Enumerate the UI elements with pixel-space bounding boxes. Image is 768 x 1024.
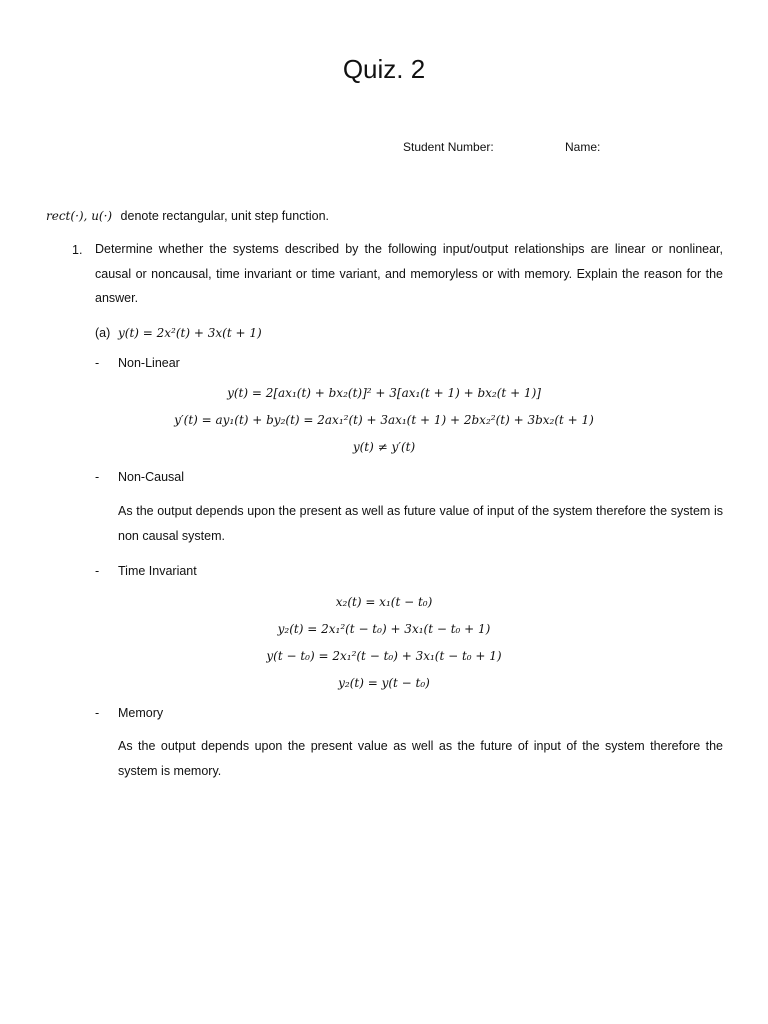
- equation: y₂(t) = y(t − t₀): [338, 676, 430, 690]
- part-a-label: (a): [95, 326, 111, 340]
- equation: y(t) = 2[ax₁(t) + bx₂(t)]² + 3[ax₁(t + 1) + bx₂(t + 1)]: [227, 386, 541, 400]
- intro-text: denote rectangular, unit step function.: [120, 209, 330, 223]
- part-a-equation: y(t) = 2x²(t) + 3x(t + 1): [118, 326, 262, 340]
- intro-line: [46, 207, 329, 225]
- question-text: Determine whether the systems described by the following input/output relationships are linear or nonlinear, causal or noncausal, time invariant or time variant, and memoryless or with memory. Explain the reason for the answer.: [95, 242, 723, 305]
- section-text-memory: As the output depends upon the present value as well as the future of input of the system therefore the system is memory.: [118, 739, 723, 778]
- bullet-dash: -: [95, 356, 100, 370]
- section-heading-memory: Memory: [118, 706, 164, 720]
- equation: y(t) ≠ y′(t): [352, 440, 416, 454]
- bullet-dash: -: [95, 470, 100, 484]
- equation: x₂(t) = x₁(t − t₀): [335, 595, 433, 609]
- section-text-non-causal: As the output depends upon the present as well as future value of input of the system therefore the system is non causal system.: [118, 504, 723, 543]
- intro-functions: rect(·), u(·): [46, 209, 113, 223]
- equation: y₂(t) = 2x₁²(t − t₀) + 3x₁(t − t₀ + 1): [277, 622, 491, 636]
- bullet-dash: -: [95, 706, 100, 720]
- equation: y(t − t₀) = 2x₁²(t − t₀) + 3x₁(t − t₀ + 1): [266, 649, 502, 663]
- question-number: 1.: [72, 243, 83, 257]
- section-heading-non-linear: Non-Linear: [118, 356, 180, 370]
- equation: y′(t) = ay₁(t) + by₂(t) = 2ax₁²(t) + 3ax₁(t + 1) + 2bx₂²(t) + 3bx₂(t + 1): [174, 413, 594, 427]
- bullet-dash: -: [95, 564, 100, 578]
- quiz-title: Quiz. 2: [342, 54, 426, 84]
- student-number-label: Student Number:: [403, 140, 494, 154]
- section-heading-time-invariant: Time Invariant: [118, 564, 197, 578]
- name-label: Name:: [565, 140, 601, 154]
- section-heading-non-causal: Non-Causal: [118, 470, 185, 484]
